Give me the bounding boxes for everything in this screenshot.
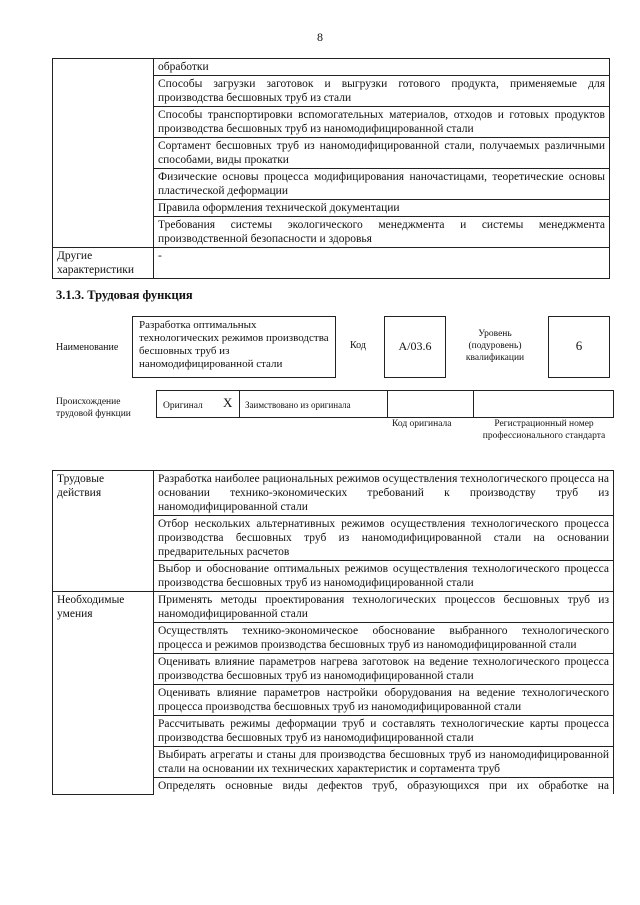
function-name-box: [132, 316, 336, 378]
original-mark: X: [223, 395, 233, 410]
original-label: Оригинал: [163, 401, 203, 411]
level-label: Уровень (подуровень) квалификации: [465, 329, 525, 363]
required-skills-label: Необходимые умения: [53, 592, 154, 795]
other-characteristics-label: Другие характеристики: [53, 248, 154, 279]
level-box: [548, 316, 610, 378]
section-title: 3.1.3. Трудовая функция: [56, 288, 193, 302]
skill-item: Применять методы проектирования технологических процессов бесшовных труб из наномодифицированной стали: [154, 592, 614, 623]
knowledge-item: Правила оформления технической документации: [154, 200, 610, 217]
labor-action-item: Разработка наиболее рациональных режимов осуществления технологического процесса на основании технико-экономических требований к производству труб из наномодифицированной стали: [154, 471, 614, 516]
skill-item: Выбирать агрегаты и станы для производства бесшовных труб из наномодифицированной стали на основании их технических характеристик и сортамента труб: [154, 747, 614, 778]
name-label: Наименование: [56, 342, 119, 353]
skill-item: Оценивать влияние параметров настройки оборудования на ведение технологического процесса производства бесшовных труб из наномодифицированной стали: [154, 685, 614, 716]
origin-row: [156, 390, 614, 418]
labor-action-item: Выбор и обоснование оптимальных режимов осуществления технологического процесса производства бесшовных труб из наномодифицированной стали: [154, 561, 614, 592]
code-value: А/03.6: [398, 339, 432, 353]
knowledge-item: Требования системы экологического менеджмента и системы менеджмента производственной безопасности и здоровья: [154, 217, 610, 248]
code-label: Код: [350, 340, 366, 351]
reg-number-caption: Регистрационный номер профессионального стандарта: [482, 419, 606, 441]
code-box: [384, 316, 446, 378]
function-name-value: Разработка оптимальных технологических режимов производства бесшовных труб из наномодифицированной стали: [139, 319, 329, 370]
labor-action-item: Отбор нескольких альтернативных режимов осуществления технологического процесса производства бесшовных труб из наномодифицированной стали на основании предварительных расчетов: [154, 516, 614, 561]
labor-function-table: [52, 470, 614, 795]
labor-actions-label: Трудовые действия: [53, 471, 154, 592]
skill-item: Рассчитывать режимы деформации труб и составлять технологические карты процесса производства бесшовных труб из наномодифицированной стали: [154, 716, 614, 747]
other-characteristics-value: -: [154, 248, 610, 279]
knowledge-item: Способы транспортировки вспомогательных материалов, отходов и готовых продуктов производства бесшовных труб из наномодифицированной стали: [154, 107, 610, 138]
top-left-empty-cell: [53, 59, 154, 248]
skill-item: Осуществлять технико-экономическое обоснование выбранного технологического процесса и режимов производства бесшовных труб из наномодифицированной стали: [154, 623, 614, 654]
skill-item: Определять основные виды дефектов труб, образующихся при их обработке на: [154, 778, 614, 795]
knowledge-item: обработки: [154, 59, 610, 76]
knowledge-item: Физические основы процесса модифицирования наночастицами, теоретические основы пластической деформации: [154, 169, 610, 200]
borrowed-label: Заимствовано из оригинала: [245, 400, 351, 410]
knowledge-item: Способы загрузки заготовок и выгрузки готового продукта, применяемые для производства бесшовных труб из стали: [154, 76, 610, 107]
page-number: 8: [317, 30, 323, 44]
origin-label: Происхождение трудовой функции: [56, 397, 131, 419]
top-knowledge-table: [52, 58, 610, 279]
level-value: 6: [575, 338, 583, 353]
knowledge-item: Сортамент бесшовных труб из наномодифицированной стали, получаемых различными способами, виды прокатки: [154, 138, 610, 169]
skill-item: Оценивать влияние параметров нагрева заготовок на ведение технологического процесса производства бесшовных труб из наномодифицированной стали: [154, 654, 614, 685]
original-code-caption: Код оригинала: [392, 419, 452, 429]
